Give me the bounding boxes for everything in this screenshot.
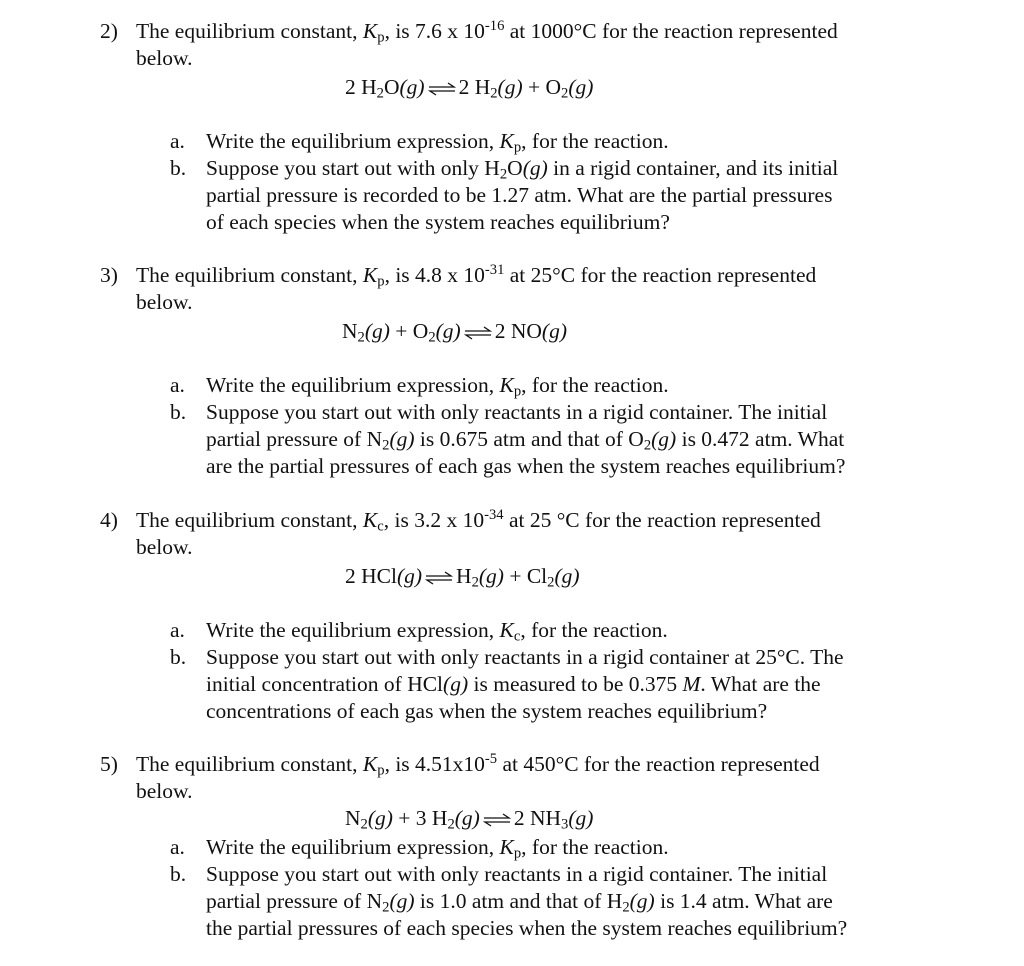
k-subscript: p — [377, 273, 385, 290]
italic-run: (g) — [454, 806, 480, 830]
text-run: Write the equilibrium expression, — [206, 373, 500, 397]
equation-products — [456, 564, 580, 591]
text-run: Write the equilibrium expression, — [206, 618, 500, 642]
problem-intro — [136, 262, 816, 289]
intro-tail: at 1000°C for the reaction represented — [504, 19, 838, 43]
below-text: below. — [136, 46, 193, 70]
equilibrium-arrow-icon — [425, 571, 453, 585]
subscript-run: 2 — [382, 899, 390, 916]
intro-text: The equilibrium constant, — [136, 263, 363, 287]
sub-item-line — [206, 698, 767, 725]
text-run: the partial pressures of each species when the system reaches equilibrium? — [206, 916, 848, 940]
text-run: is 1.4 atm. What are — [654, 889, 833, 913]
subscript-run: p — [513, 845, 522, 862]
sub-item-line — [206, 834, 669, 861]
k-value: , is 7.6 x 10 — [384, 19, 485, 43]
below-text: below. — [136, 290, 193, 314]
text-run: + O — [522, 75, 562, 99]
text-run: concentrations of each gas when the system reaches equilibrium? — [206, 699, 768, 723]
problem-intro — [136, 751, 820, 778]
k-exponent: -34 — [484, 506, 504, 523]
reaction-equation — [345, 563, 580, 590]
problem-intro — [136, 18, 838, 45]
k-symbol: K — [362, 508, 378, 532]
reaction-equation — [345, 74, 593, 101]
equation-reactants — [345, 75, 425, 102]
subscript-run: 2 — [360, 816, 368, 833]
subscript-run: 2 — [376, 85, 384, 102]
italic-run: (g) — [396, 564, 423, 588]
intro-tail: at 25 °C for the reaction represented — [503, 508, 821, 532]
reaction-equation — [342, 318, 567, 345]
text-run: Write the equilibrium expression, — [206, 129, 500, 153]
sub-item-line — [206, 128, 669, 155]
sub-item-letter: b. — [170, 156, 187, 180]
k-exponent: -5 — [484, 750, 498, 767]
italic-run: K — [499, 835, 514, 859]
sub-item-letter: a. — [170, 129, 185, 153]
subscript-run: 3 — [561, 816, 569, 833]
equation-reactants — [342, 319, 461, 346]
reaction-equation — [345, 805, 593, 832]
problem-number: 4) — [100, 508, 118, 532]
subscript-run: 2 — [643, 437, 652, 454]
k-value: , is 3.2 x 10 — [383, 508, 485, 532]
sub-item-letter: a. — [170, 373, 185, 397]
equilibrium-arrow-icon — [428, 82, 456, 96]
text-run: , for the reaction. — [520, 618, 668, 642]
italic-run: (g) — [399, 75, 425, 99]
text-run: 2 HCl — [345, 564, 397, 588]
italic-run: (g) — [651, 427, 677, 451]
text-run: O — [507, 156, 523, 180]
sub-item-line — [206, 888, 833, 915]
text-run: partial pressure of N — [206, 427, 383, 451]
k-value: , is 4.8 x 10 — [384, 263, 485, 287]
equation-reactants — [345, 806, 480, 833]
intro-text: The equilibrium constant, — [136, 752, 363, 776]
intro-tail: at 450°C for the reaction represented — [497, 752, 820, 776]
k-subscript: p — [377, 29, 385, 46]
intro-text: The equilibrium constant, — [136, 508, 363, 532]
subscript-run: 2 — [499, 166, 508, 183]
italic-run: K — [499, 618, 514, 642]
italic-run: (g) — [443, 672, 469, 696]
italic-run: (g) — [367, 806, 393, 830]
subscript-run: 2 — [547, 574, 555, 591]
sub-item-line — [206, 861, 827, 888]
sub-item-line — [206, 426, 844, 453]
sub-item-line — [206, 915, 847, 942]
subscript-run: p — [513, 139, 522, 156]
k-symbol: K — [362, 19, 378, 43]
subscript-run: 2 — [471, 574, 479, 591]
sub-item-letter: b. — [170, 862, 187, 886]
k-subscript: c — [377, 518, 384, 535]
text-run: , for the reaction. — [521, 129, 669, 153]
sub-item-line — [206, 372, 669, 399]
text-run: partial pressure of N — [206, 889, 383, 913]
text-run: is 0.675 atm and that of O — [414, 427, 644, 451]
sub-item-line — [206, 453, 845, 480]
text-run: Write the equilibrium expression, — [206, 835, 500, 859]
k-symbol: K — [362, 263, 378, 287]
intro-text: The equilibrium constant, — [136, 19, 363, 43]
k-exponent: -16 — [484, 17, 505, 34]
italic-run: (g) — [389, 889, 415, 913]
text-run: Suppose you start out with only H — [206, 156, 500, 180]
text-run: are the partial pressures of each gas when the system reaches equilibrium? — [206, 454, 846, 478]
text-run: in a rigid container, and its initial — [547, 156, 839, 180]
text-run: O — [383, 75, 400, 99]
sub-item-line — [206, 155, 838, 182]
k-subscript: p — [377, 762, 385, 779]
sub-item-line — [206, 399, 827, 426]
subscript-run: 2 — [561, 85, 569, 102]
text-run: , for the reaction. — [521, 373, 669, 397]
italic-run: (g) — [541, 319, 567, 343]
k-symbol: K — [362, 752, 378, 776]
text-run: + Cl — [503, 564, 548, 588]
text-run: H — [456, 564, 472, 588]
italic-run: K — [499, 129, 514, 153]
sub-item-line — [206, 671, 821, 698]
equation-products — [458, 75, 594, 102]
subscript-run: p — [513, 383, 522, 400]
equilibrium-arrow-icon — [483, 813, 511, 827]
italic-run: (g) — [497, 75, 523, 99]
italic-run: (g) — [478, 564, 504, 588]
text-run: + 3 H — [392, 806, 448, 830]
subscript-run: 2 — [490, 85, 498, 102]
equation-products — [495, 319, 567, 343]
problem-number: 5) — [100, 752, 118, 776]
subscript-run: 2 — [428, 329, 436, 346]
sub-item-line — [206, 617, 668, 644]
italic-run: (g) — [568, 75, 594, 99]
sub-item-letter: a. — [170, 835, 185, 859]
below-text: below. — [136, 779, 193, 803]
sub-item-letter: b. — [170, 400, 187, 424]
text-run: 2 NH — [513, 806, 562, 830]
subscript-run: 2 — [447, 816, 455, 833]
text-run: . What are the — [700, 672, 821, 696]
text-run: + O — [389, 319, 429, 343]
text-run: Suppose you start out with only reactants in a rigid container. The initial — [206, 862, 828, 886]
italic-run: (g) — [568, 806, 594, 830]
text-run: , for the reaction. — [521, 835, 669, 859]
italic-run: (g) — [629, 889, 655, 913]
subscript-run: 2 — [622, 899, 630, 916]
subscript-run: 2 — [382, 437, 390, 454]
k-value: , is 4.51x10 — [384, 752, 485, 776]
equation-products — [513, 806, 594, 833]
k-exponent: -31 — [484, 261, 505, 278]
italic-run: K — [499, 373, 514, 397]
equilibrium-arrow-icon — [464, 326, 492, 340]
text-run: 2 H — [345, 75, 377, 99]
italic-run: M — [682, 672, 701, 696]
text-run: partial pressure is recorded to be 1.27 atm. What are the partial pressures — [206, 183, 833, 207]
problem-intro — [136, 507, 821, 534]
problem-number: 3) — [100, 263, 118, 287]
sub-item-line — [206, 644, 844, 671]
italic-run: (g) — [364, 319, 390, 343]
text-run: Suppose you start out with only reactants in a rigid container at 25°C. The — [206, 645, 844, 669]
sub-item-line — [206, 209, 670, 236]
sub-item-letter: a. — [170, 618, 185, 642]
subscript-run: 2 — [357, 329, 365, 346]
sub-item-line — [206, 182, 832, 209]
subscript-run: c — [513, 628, 521, 645]
italic-run: (g) — [554, 564, 580, 588]
sub-item-letter: b. — [170, 645, 187, 669]
text-run: initial concentration of HCl — [206, 672, 444, 696]
text-run: Suppose you start out with only reactants in a rigid container. The initial — [206, 400, 828, 424]
text-run: N — [342, 319, 358, 343]
text-run: is measured to be 0.375 — [468, 672, 683, 696]
text-run: 2 H — [458, 75, 491, 99]
text-run: 2 NO — [494, 319, 542, 343]
intro-tail: at 25°C for the reaction represented — [504, 263, 817, 287]
italic-run: (g) — [435, 319, 461, 343]
text-run: of each species when the system reaches equilibrium? — [206, 210, 670, 234]
text-run: N — [345, 806, 361, 830]
problem-number: 2) — [100, 19, 118, 43]
italic-run: (g) — [389, 427, 415, 451]
italic-run: (g) — [522, 156, 548, 180]
equation-reactants — [345, 564, 422, 588]
text-run: is 0.472 atm. What — [676, 427, 845, 451]
text-run: is 1.0 atm and that of H — [414, 889, 623, 913]
below-text: below. — [136, 535, 193, 559]
